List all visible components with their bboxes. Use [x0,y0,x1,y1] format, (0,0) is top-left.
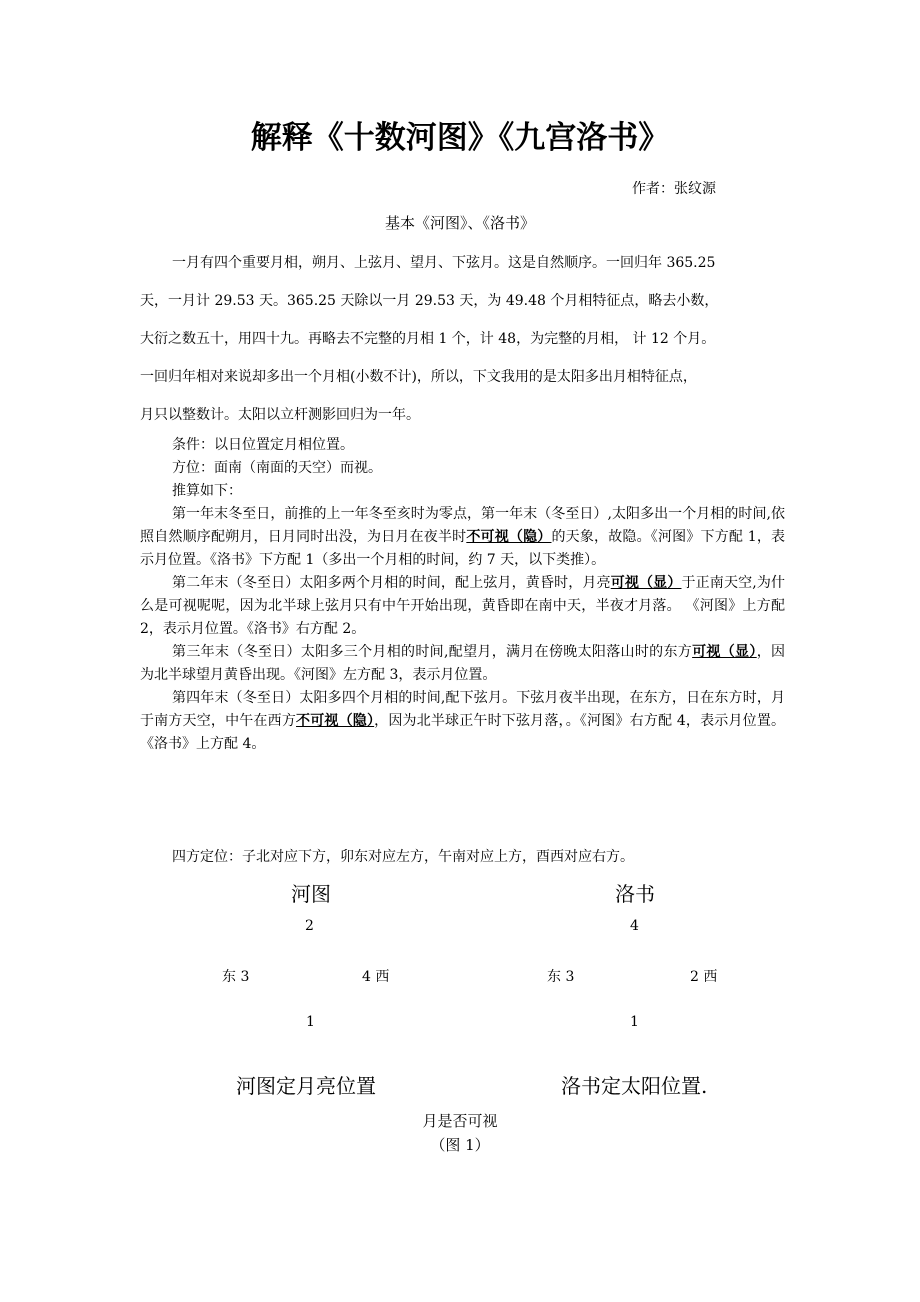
hetu-east-number: 东 3 [222,969,250,985]
document-title: 解释《十数河图》《九宫洛书》 [250,120,670,156]
luoshu-west-number: 2 西 [690,969,718,985]
year2-paragraph [140,572,785,641]
four-directions-line: 四方定位：子北对应下方，卯东对应左方，午南对应上方，酉西对应右方。 [172,849,634,865]
year3-underlined: 可视（显） [692,644,757,660]
year1-text-b: 的天象，故隐。《河图》下方配 1，表示月位置。《洛书》下方配 1（多出一个月相的时间，约 7 天，以下类推）。 [140,529,786,568]
calc-line: 推算如下： [172,483,242,499]
luoshu-bottom-number: 1 [630,1014,639,1030]
calculation-section [140,434,785,756]
hetu-top-number: 2 [305,918,314,934]
section-subtitle: 基本《河图》、《洛书》 [384,214,535,232]
figure-caption: 月是否可视 [422,1112,498,1130]
intro-line-1: 一月有四个重要月相，朔月、上弦月、望月、下弦月。这是自然顺序。一回归年 365.25 [172,255,716,271]
luoshu-caption: 洛书定太阳位置. [561,1074,708,1098]
hetu-west-number: 4 西 [362,969,390,985]
hetu-caption: 河图定月亮位置 [236,1074,376,1098]
year3-text-a: 第三年末（冬至日）太阳多三个月相的时间,配望月，满月在傍晚太阳落山时的东方 [172,644,693,660]
hetu-bottom-number: 1 [306,1014,315,1030]
year4-text-b: ，因为北半球正午时下弦月落，。《河图》右方配 4，表示月位置。《洛书》上方配 4。 [140,713,786,752]
luoshu-label: 洛书 [615,882,655,906]
intro-paragraph [140,244,785,434]
luoshu-east-number: 东 3 [547,969,575,985]
year1-underlined: 不可视（隐） [466,529,552,545]
intro-line-4: 一回归年相对来说却多出一个月相(小数不计)，所以，下文我用的是太阳多出月相特征点， [140,369,697,385]
direction-line: 方位：面南（南面的天空）而视。 [172,460,382,476]
figure-number: （图 1） [430,1136,490,1154]
condition-line: 条件：以日位置定月相位置。 [172,437,354,453]
year3-text-b: ，因为北半球望月黄昏出现。《河图》左方配 3，表示月位置。 [140,644,786,683]
year4-underlined: 不可视（隐） [296,713,375,729]
year4-text-a: 第四年末（冬至日）太阳多四个月相的时间,配下弦月。下弦月夜半出现，在东方，日在东方时，月于南方天空，中午在西方 [140,690,785,729]
intro-line-3: 大衍之数五十，用四十九。再略去不完整的月相 1 个，计 48，为完整的月相， 计 12 个月。 [140,331,716,347]
year1-paragraph [140,503,785,572]
year4-paragraph [140,687,785,756]
intro-line-5: 月只以整数计。太阳以立杆测影回归为一年。 [140,407,420,423]
year2-underlined: 可视（显） [610,575,682,591]
author-line: 作者：张纹源 [632,181,716,197]
year2-text-a: 第二年末（冬至日）太阳多两个月相的时间，配上弦月，黄昏时，月亮 [172,575,611,591]
hetu-label: 河图 [291,882,331,906]
intro-line-2: 天，一月计 29.53 天。365.25 天除以一月 29.53 天，为 49.48 个月相特征点，略去小数， [140,293,719,309]
luoshu-top-number: 4 [630,918,639,934]
year3-paragraph [140,641,785,687]
year1-text-a: 第一年末冬至日，前推的上一年冬至亥时为零点，第一年末（冬至日）,太阳多出一个月相的时间,依照自然顺序配朔月，日月同时出没，为日月在夜半时 [140,506,785,545]
year2-text-b: 于正南天空,为什么是可视呢呢，因为北半球上弦月只有中午开始出现，黄昏即在南中天，半夜才月落。 《河图》上方配 2，表示月位置。《洛书》右方配 2。 [140,575,785,637]
